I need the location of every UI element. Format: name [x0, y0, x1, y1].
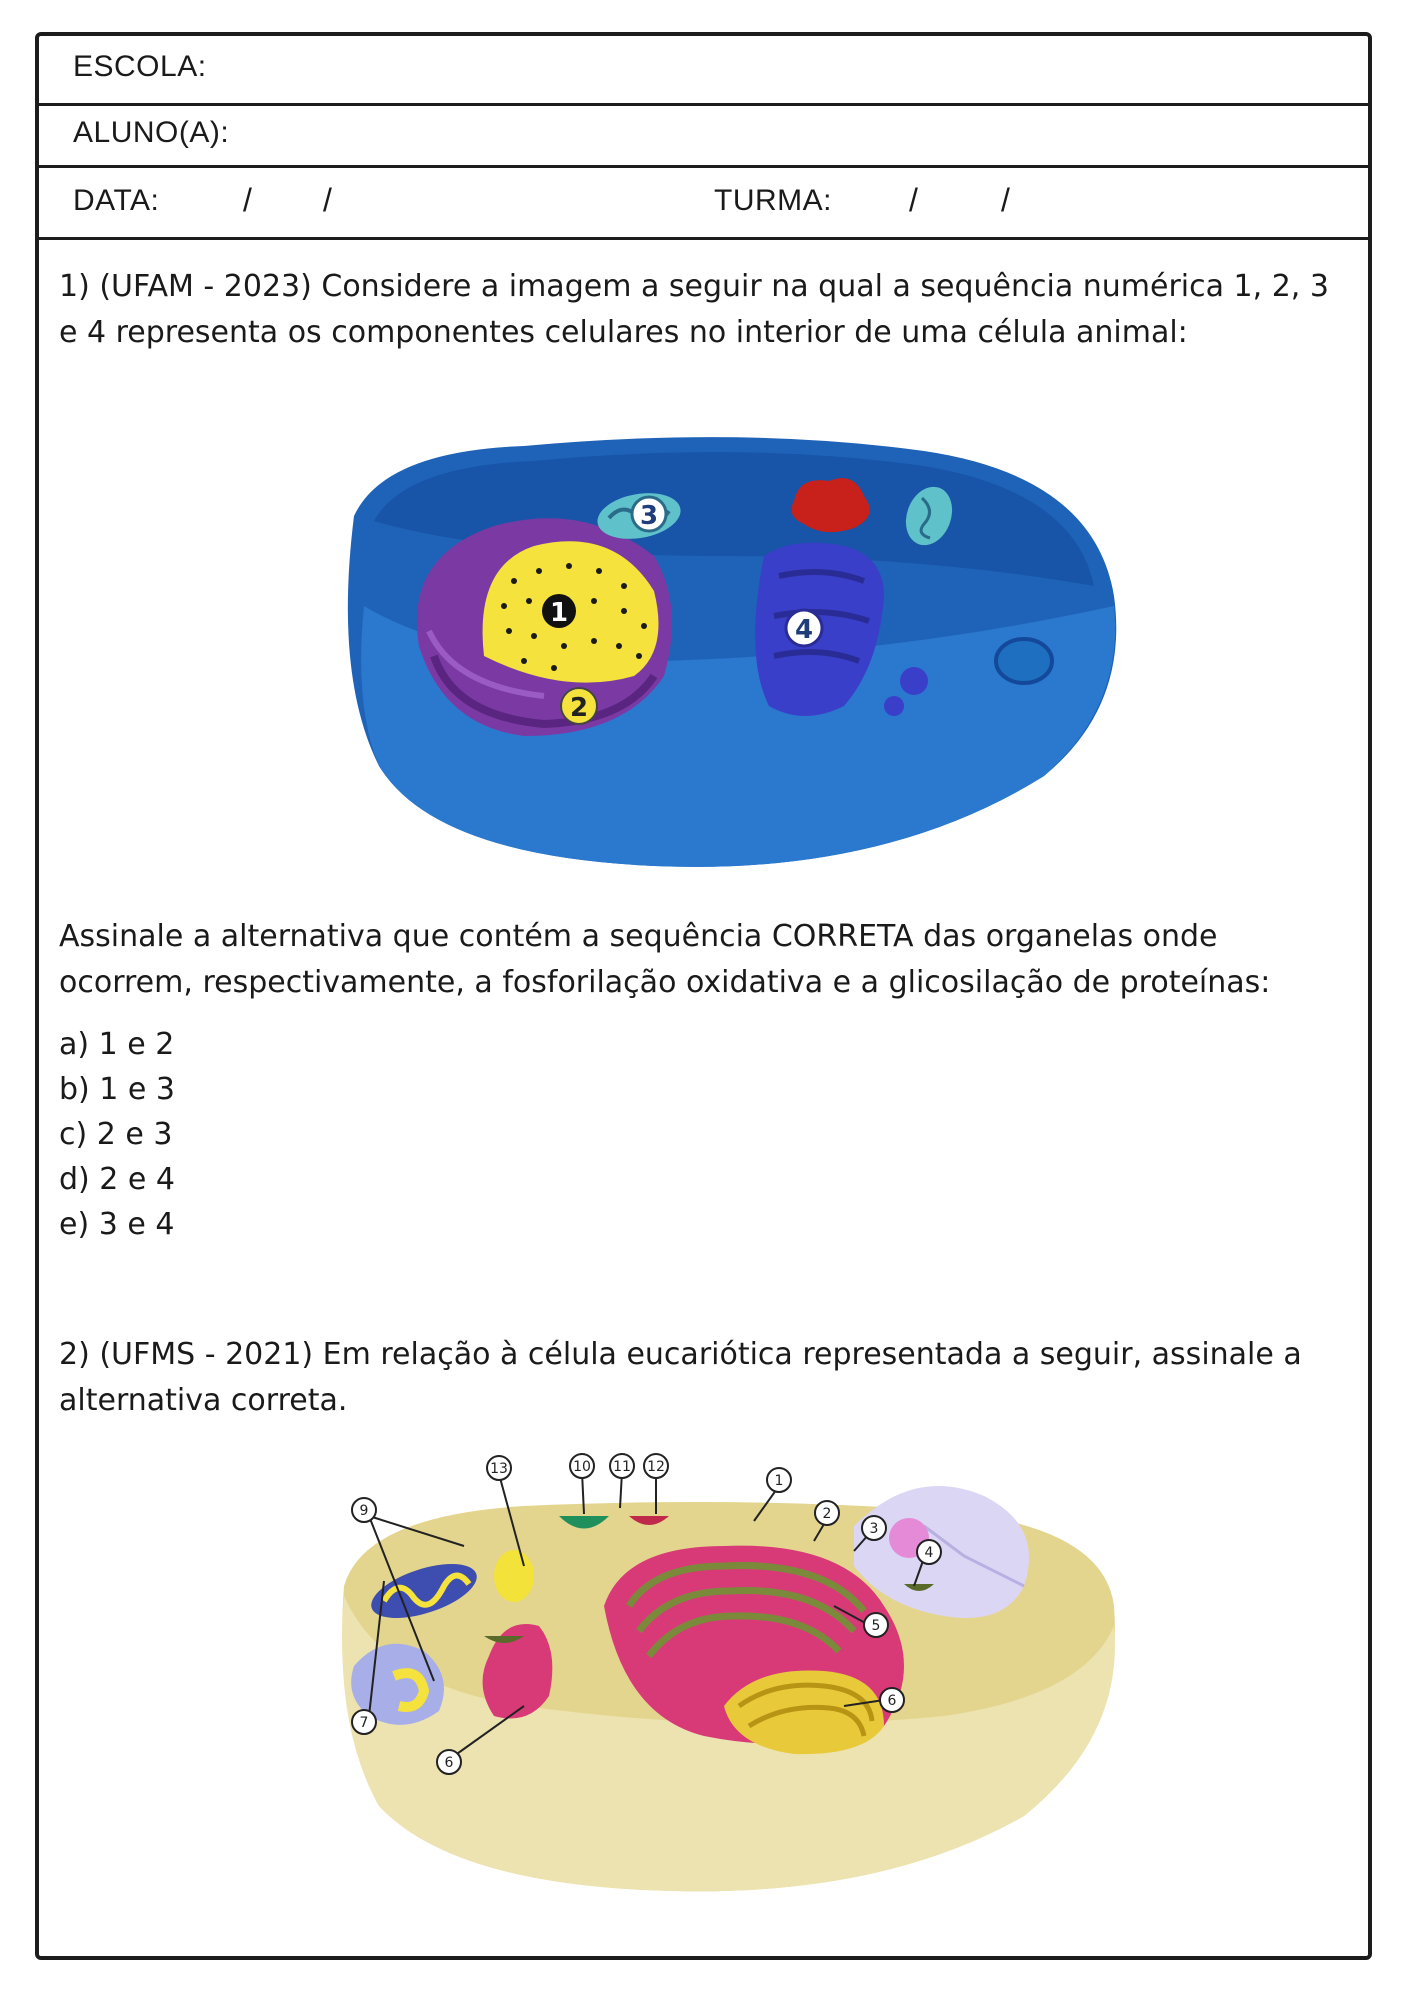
cell-label-4: 4: [794, 615, 814, 645]
question-2-line: 2) (UFMS - 2021) Em relação à célula eucariótica representada a seguir, assinale a: [59, 1337, 1302, 1372]
header-row-escola: [39, 36, 1368, 106]
question-1-line: e 4 representa os componentes celulares no interior de uma célula animal:: [59, 315, 1188, 350]
cell2-label-5: 5: [871, 1618, 881, 1634]
option-b[interactable]: b) 1 e 3: [59, 1072, 175, 1107]
turma-label: TURMA:: [714, 184, 832, 217]
eukaryotic-cell-illustration: [324, 1436, 1144, 1906]
date-slash: /: [323, 182, 332, 218]
cell2-label-8: 6: [444, 1755, 454, 1771]
turma-slash: /: [1001, 182, 1010, 218]
aluno-label: ALUNO(A):: [73, 116, 230, 149]
worksheet-frame: [35, 32, 1372, 1960]
cell2-label-4: 4: [924, 1545, 934, 1561]
cell2-label-3: 3: [869, 1521, 879, 1537]
cell2-label-9: 9: [359, 1503, 369, 1519]
option-e[interactable]: e) 3 e 4: [59, 1207, 175, 1242]
question-1-prompt: [59, 914, 1359, 1006]
cell-label-1: 1: [549, 598, 569, 628]
turma-slash: /: [909, 182, 918, 218]
header-row-aluno: [39, 106, 1368, 168]
data-label: DATA:: [73, 184, 160, 217]
option-a[interactable]: a) 1 e 2: [59, 1027, 175, 1062]
date-slash: /: [243, 182, 252, 218]
cell2-label-1: 1: [774, 1473, 784, 1489]
cell2-label-10: 10: [573, 1459, 591, 1475]
question-2-text: [59, 1332, 1359, 1424]
prompt-line: ocorrem, respectivamente, a fosforilação oxidativa e a glicosilação de proteínas:: [59, 965, 1271, 1000]
cell-label-3: 3: [639, 501, 659, 531]
option-c[interactable]: c) 2 e 3: [59, 1117, 173, 1152]
prompt-line: Assinale a alternativa que contém a sequência CORRETA das organelas onde: [59, 919, 1218, 954]
cell2-label-2: 2: [822, 1506, 832, 1522]
cell-label-2: 2: [569, 693, 589, 723]
option-d[interactable]: d) 2 e 4: [59, 1162, 175, 1197]
question-2-line: alternativa correta.: [59, 1383, 348, 1418]
animal-cell-illustration: [324, 406, 1144, 886]
escola-label: ESCOLA:: [73, 50, 207, 83]
cell2-label-12: 12: [647, 1459, 665, 1475]
question-1-text: [59, 264, 1359, 356]
cell2-label-6: 6: [887, 1693, 897, 1709]
cell2-label-7: 7: [359, 1715, 369, 1731]
question-1-line: 1) (UFAM - 2023) Considere a imagem a seguir na qual a sequência numérica 1, 2, 3: [59, 269, 1329, 304]
header-row-data-turma: [39, 168, 1368, 240]
cell2-label-11: 11: [613, 1459, 631, 1475]
cell2-label-13: 13: [490, 1461, 508, 1477]
